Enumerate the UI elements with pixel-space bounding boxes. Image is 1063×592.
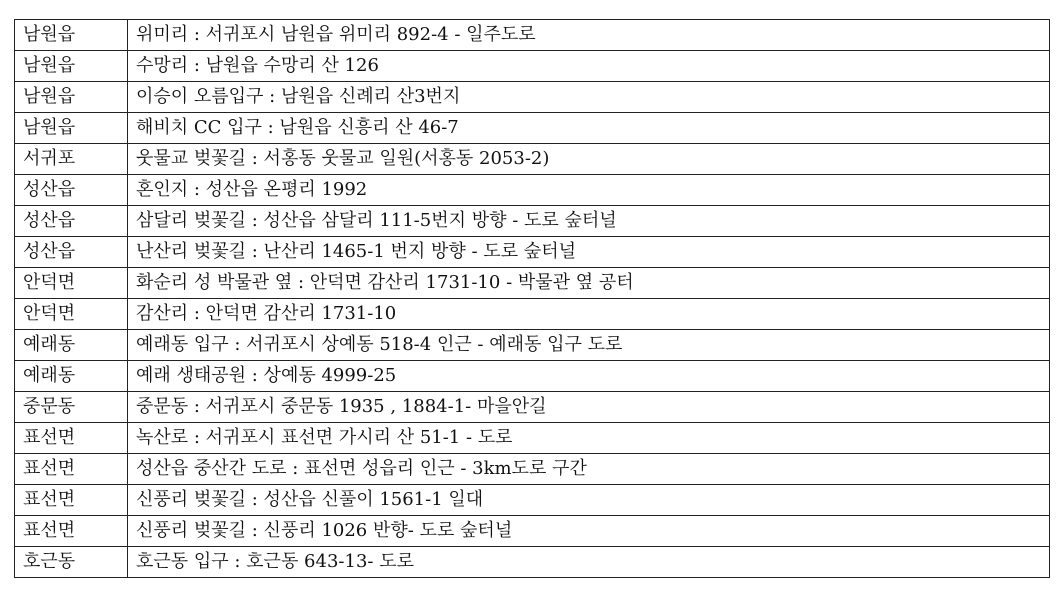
table-row — [15, 392, 1050, 423]
table-row — [15, 361, 1050, 392]
table-row — [15, 113, 1050, 144]
location-cell: 신풍리 벚꽃길 : 신풍리 1026 반향- 도로 숲터널 — [128, 516, 1050, 547]
location-table — [14, 19, 1050, 578]
location-cell: 난산리 벚꽃길 : 난산리 1465-1 번지 방향 - 도로 숲터널 — [128, 237, 1050, 268]
table-row — [15, 51, 1050, 82]
location-cell: 위미리 : 서귀포시 남원읍 위미리 892-4 - 일주도로 — [128, 20, 1050, 51]
table-row — [15, 82, 1050, 113]
table-row — [15, 423, 1050, 454]
table-row — [15, 237, 1050, 268]
table-row — [15, 206, 1050, 237]
district-cell: 안덕면 — [15, 299, 128, 330]
location-cell: 화순리 성 박물관 옆 : 안덕면 감산리 1731-10 - 박물관 옆 공터 — [128, 268, 1050, 299]
location-cell: 이승이 오름입구 : 남원읍 신례리 산3번지 — [128, 82, 1050, 113]
location-cell: 신풍리 벚꽃길 : 성산읍 신풀이 1561-1 일대 — [128, 485, 1050, 516]
table-row — [15, 330, 1050, 361]
district-cell: 표선면 — [15, 423, 128, 454]
table-row — [15, 299, 1050, 330]
location-cell: 해비치 CC 입구 : 남원읍 신흥리 산 46-7 — [128, 113, 1050, 144]
location-cell: 예래동 입구 : 서귀포시 상예동 518-4 인근 - 예래동 입구 도로 — [128, 330, 1050, 361]
location-table-body — [15, 20, 1050, 578]
location-cell: 성산읍 중산간 도로 : 표선면 성읍리 인근 - 3km도로 구간 — [128, 454, 1050, 485]
district-cell: 성산읍 — [15, 206, 128, 237]
table-row — [15, 516, 1050, 547]
location-cell: 호근동 입구 : 호근동 643-13- 도로 — [128, 547, 1050, 578]
table-row — [15, 20, 1050, 51]
district-cell: 중문동 — [15, 392, 128, 423]
location-cell: 웃물교 벚꽃길 : 서홍동 웃물교 일원(서홍동 2053-2) — [128, 144, 1050, 175]
district-cell: 서귀포 — [15, 144, 128, 175]
district-cell: 남원읍 — [15, 113, 128, 144]
table-row — [15, 454, 1050, 485]
district-cell: 남원읍 — [15, 20, 128, 51]
location-cell: 삼달리 벚꽃길 : 성산읍 삼달리 111-5번지 방향 - 도로 숲터널 — [128, 206, 1050, 237]
location-cell: 혼인지 : 성산읍 온평리 1992 — [128, 175, 1050, 206]
table-row — [15, 547, 1050, 578]
district-cell: 예래동 — [15, 330, 128, 361]
location-cell: 수망리 : 남원읍 수망리 산 126 — [128, 51, 1050, 82]
table-row — [15, 175, 1050, 206]
table-row — [15, 144, 1050, 175]
table-row — [15, 268, 1050, 299]
location-cell: 감산리 : 안덕면 감산리 1731-10 — [128, 299, 1050, 330]
district-cell: 성산읍 — [15, 237, 128, 268]
location-cell: 중문동 : 서귀포시 중문동 1935 , 1884-1- 마을안길 — [128, 392, 1050, 423]
district-cell: 안덕면 — [15, 268, 128, 299]
location-cell: 녹산로 : 서귀포시 표선면 가시리 산 51-1 - 도로 — [128, 423, 1050, 454]
district-cell: 호근동 — [15, 547, 128, 578]
district-cell: 표선면 — [15, 516, 128, 547]
district-cell: 성산읍 — [15, 175, 128, 206]
location-cell: 예래 생태공원 : 상예동 4999-25 — [128, 361, 1050, 392]
district-cell: 예래동 — [15, 361, 128, 392]
district-cell: 표선면 — [15, 485, 128, 516]
district-cell: 남원읍 — [15, 82, 128, 113]
district-cell: 남원읍 — [15, 51, 128, 82]
table-row — [15, 485, 1050, 516]
district-cell: 표선면 — [15, 454, 128, 485]
